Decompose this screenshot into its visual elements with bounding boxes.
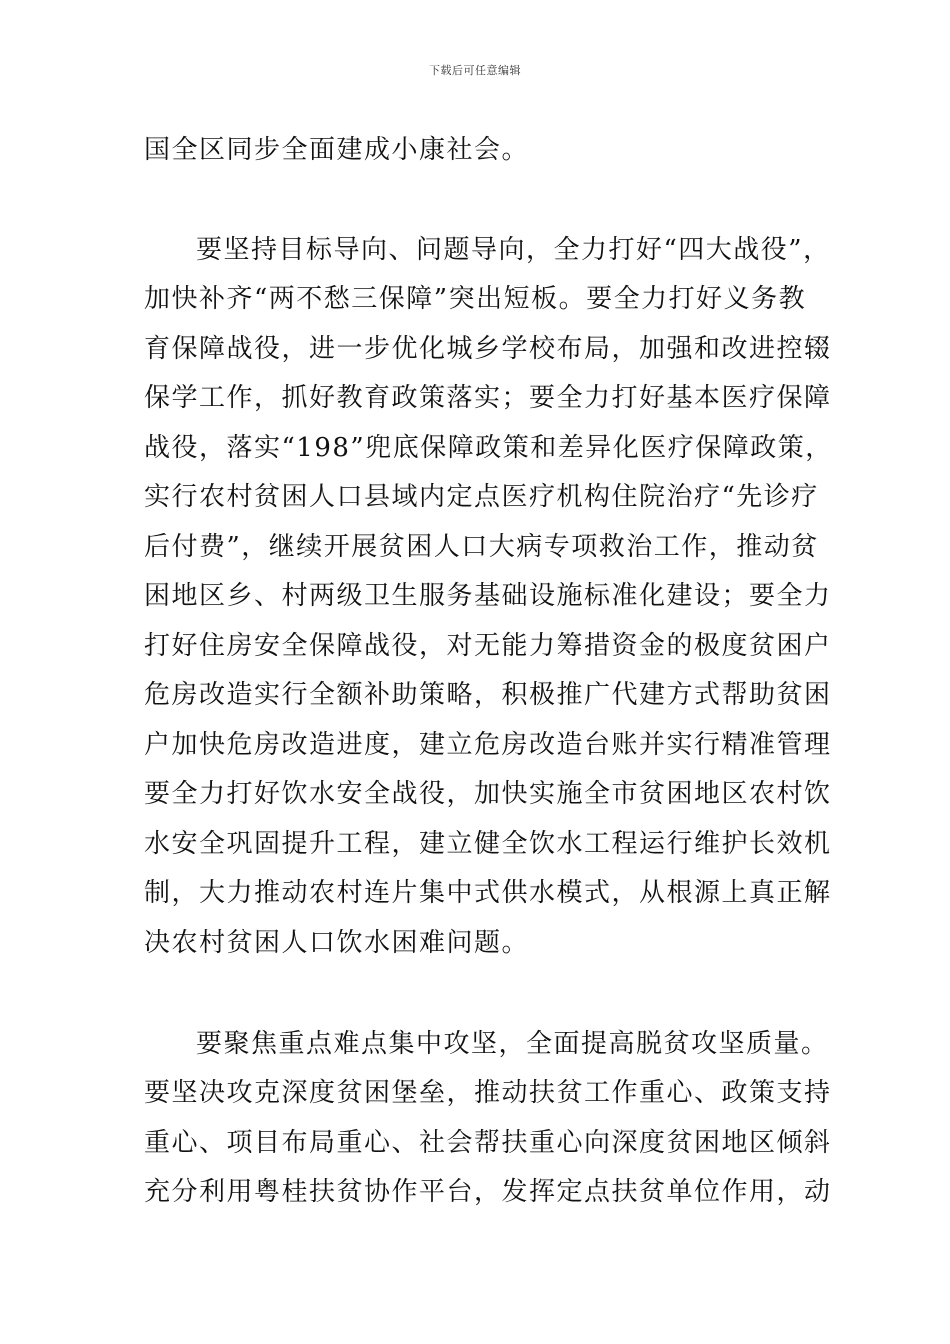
paragraph-2-line-10: 危房改造实行全额补助策略，积极推广代建方式帮助贫困	[144, 680, 832, 710]
page-header-note: 下载后可任意编辑	[429, 64, 521, 77]
paragraph-3-line-1: 要聚焦重点难点集中攻坚，全面提高脱贫攻坚质量。	[196, 1029, 829, 1059]
paragraph-2-line-4: 保学工作，抓好教育政策落实；要全力打好基本医疗保障	[144, 383, 832, 413]
paragraph-1-line-1: 国全区同步全面建成小康社会。	[144, 135, 530, 165]
paragraph-2-line-14: 制，大力推动农村连片集中式供水模式，从根源上真正解	[144, 878, 832, 908]
paragraph-2-line-11: 户加快危房改造进度，建立危房改造台账并实行精准管理	[144, 730, 832, 760]
paragraph-3-line-4: 充分利用粤桂扶贫协作平台，发挥定点扶贫单位作用，动	[144, 1177, 832, 1207]
paragraph-2-line-2: 加快补齐“两不愁三保障”突出短板。要全力打好义务教	[144, 284, 807, 314]
paragraph-2-line-13: 水安全巩固提升工程，建立健全饮水工程运行维护长效机	[144, 829, 832, 859]
paragraph-2-line-7: 后付费”，继续开展贫困人口大病专项救治工作，推动贫	[144, 532, 819, 562]
paragraph-2-line-1: 要坚持目标导向、问题导向，全力打好“四大战役”，	[196, 235, 831, 265]
paragraph-2-line-12: 要全力打好饮水安全战役，加快实施全市贫困地区农村饮	[144, 779, 832, 809]
paragraph-2-line-8: 困地区乡、村两级卫生服务基础设施标准化建设；要全力	[144, 581, 832, 611]
paragraph-2-line-9: 打好住房安全保障战役，对无能力筹措资金的极度贫困户	[144, 631, 832, 661]
paragraph-3-line-3: 重心、项目布局重心、社会帮扶重心向深度贫困地区倾斜	[144, 1128, 832, 1158]
paragraph-2-line-6: 实行农村贫困人口县域内定点医疗机构住院治疗“先诊疗	[144, 482, 819, 512]
paragraph-2-line-5: 战役，落实“198”兜底保障政策和差异化医疗保障政策，	[144, 433, 833, 463]
paragraph-2-line-15: 决农村贫困人口饮水困难问题。	[144, 928, 530, 958]
paragraph-3-line-2: 要坚决攻克深度贫困堡垒，推动扶贫工作重心、政策支持	[144, 1078, 832, 1108]
paragraph-2-line-3: 育保障战役，进一步优化城乡学校布局，加强和改进控辍	[144, 334, 832, 364]
